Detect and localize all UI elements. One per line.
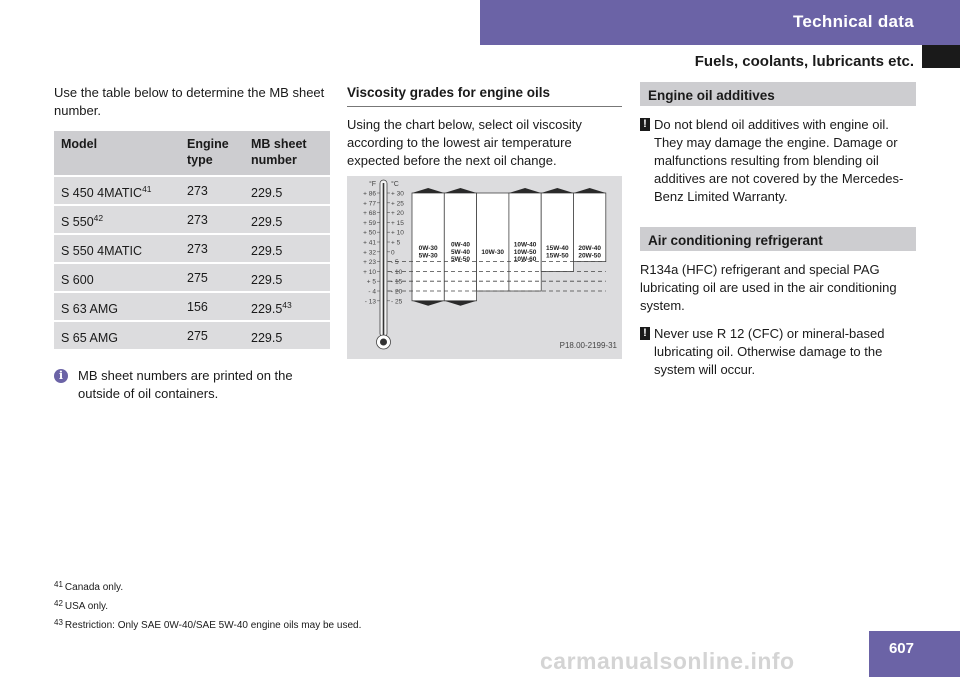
cell-sheet: 229.5$^{43}$ <box>244 293 330 320</box>
tick-label-c: 0 <box>391 249 395 257</box>
viscosity-heading: Viscosity grades for engine oils <box>347 84 622 107</box>
tick-label-c: - 25 <box>391 298 403 306</box>
tick-label-c: - 5 <box>391 259 399 267</box>
page-number-box <box>869 631 960 677</box>
warning-additives <box>640 116 916 206</box>
bar-arrow-up <box>444 188 476 193</box>
info-icon: i <box>54 369 68 383</box>
unit-celsius: °C <box>391 181 399 188</box>
bar-label: 5W-30 <box>418 252 438 260</box>
tick-label-f: + 41 <box>363 239 376 247</box>
footnote-ref: 43 <box>282 299 292 310</box>
bar-arrow-up <box>509 188 541 193</box>
table-row <box>54 177 330 204</box>
bar-label: 5W-50 <box>450 256 470 263</box>
col-header-sheet: MB sheet number <box>244 131 330 175</box>
tick-label-c: + 25 <box>391 200 404 208</box>
bar-label: 10W-50 <box>513 248 537 256</box>
header-tab <box>480 0 960 45</box>
tick-label-f: + 59 <box>363 219 376 227</box>
viscosity-chart <box>347 176 622 359</box>
bar-label: 15W-40 <box>546 245 569 253</box>
tick-label-f: + 86 <box>363 190 376 198</box>
warning-refrigerant <box>640 325 916 379</box>
tick-label-f: + 5 <box>366 278 376 286</box>
section-title: Fuels, coolants, lubricants etc. <box>694 53 914 70</box>
footnotes <box>54 577 361 634</box>
tick-label-f: + 32 <box>363 249 376 257</box>
oil-additives-heading: Engine oil additives <box>640 82 916 106</box>
bar-arrow-up <box>541 188 573 193</box>
refrigerant-text: R134a (HFC) refrigerant and special PAG lubricating oil are used in the air conditioning system. <box>640 262 897 313</box>
table-row <box>54 206 330 233</box>
viscosity-bar <box>477 193 509 291</box>
col-header-model: Model <box>54 131 180 175</box>
warning-icon: ! <box>640 118 650 131</box>
cell-model: S 63 AMG <box>54 293 180 320</box>
cell-engine: 273 <box>180 235 244 262</box>
unit-fahrenheit: °F <box>369 181 377 188</box>
viscosity-text: Using the chart below, select oil viscosity according to the lowest air temperature expected before the next oil change. <box>347 117 582 168</box>
footnote-ref: 42 <box>93 212 104 223</box>
cell-model: S $550^{42}$ <box>54 206 180 233</box>
cell-sheet: 229.5 <box>244 264 330 291</box>
right-column <box>640 82 916 379</box>
warning-additives-text: Do not blend oil additives with engine oil. They may damage the engine. Damage or malfunctions resulting from blending oil additives are not covered by the Mercedes-Benz Limited Warranty. <box>654 117 904 204</box>
bar-arrow-down <box>412 301 444 306</box>
cell-model: S 550 4MATIC <box>54 235 180 262</box>
cell-sheet: 229.5 <box>244 235 330 262</box>
table-row <box>54 264 330 291</box>
page-number: 607 <box>888 640 914 657</box>
footnote: $^{43}$ Restriction: Only SAE 0W-40/SAE 5W-40 engine oils may be used. <box>54 618 362 631</box>
bar-label: 5W-40 <box>450 248 470 256</box>
cell-model: S 600 <box>54 264 180 291</box>
cell-model: S 65 AMG <box>54 322 180 349</box>
left-column <box>54 84 330 403</box>
bar-label: 15W-50 <box>546 252 569 260</box>
cell-engine: 273 <box>180 177 244 204</box>
table-row <box>54 235 330 262</box>
bar-arrow-up <box>412 188 444 193</box>
tick-label-c: - 15 <box>391 278 403 286</box>
footnote: $^{41}$ Canada only. <box>54 580 124 593</box>
tick-label-f: + 10 <box>363 268 376 276</box>
watermark: carmanualsonline.info <box>540 648 795 674</box>
cell-model: S 450 4MATIC$^{41}$ <box>54 177 180 204</box>
cell-engine: 273 <box>180 206 244 233</box>
header-title: Technical data <box>792 12 914 31</box>
mb-sheet-table <box>54 129 330 351</box>
tick-label-c: + 15 <box>391 219 404 227</box>
table-header-row <box>54 131 330 175</box>
table-body <box>54 177 330 349</box>
table-row <box>54 322 330 349</box>
tick-label-f: + 77 <box>363 200 376 208</box>
cell-sheet: 229.5 <box>244 206 330 233</box>
footnote: $^{42}$ USA only. <box>54 599 109 612</box>
tick-label-c: - 20 <box>391 288 403 296</box>
bar-label: 10W-40 <box>513 241 537 249</box>
tick-label-c: + 5 <box>391 239 401 247</box>
cell-sheet: 229.5 <box>244 322 330 349</box>
bar-arrow-down <box>444 301 476 306</box>
footnote-ref: 41 <box>142 183 152 194</box>
tick-label-c: - 10 <box>391 268 403 276</box>
info-note <box>54 367 330 403</box>
cell-engine: 156 <box>180 293 244 320</box>
tick-label-f: + 50 <box>363 229 376 237</box>
header-marker <box>922 45 960 68</box>
tick-label-f: - 13 <box>364 298 376 306</box>
tick-label-f: + 23 <box>363 259 376 267</box>
tick-label-f: + 68 <box>363 210 376 218</box>
tick-label-c: + 20 <box>391 210 404 218</box>
thermometer-bulb-core <box>380 339 387 346</box>
chart-code: P18.00-2199-31 <box>559 341 617 350</box>
table-row <box>54 293 330 320</box>
bar-label: 0W-40 <box>450 241 470 249</box>
viscosity-bar <box>541 193 573 271</box>
bar-label: 20W-40 <box>578 245 601 253</box>
middle-column <box>347 84 622 359</box>
bar-label: 20W-50 <box>578 252 601 260</box>
intro-text: Use the table below to determine the MB sheet number. <box>54 85 325 118</box>
col-header-engine: Engine type <box>180 131 244 175</box>
warning-icon: ! <box>640 327 650 340</box>
warning-refrigerant-text: Never use R 12 (CFC) or mineral-based lubricating oil. Otherwise damage to the system will occur. <box>654 326 885 377</box>
info-text: MB sheet numbers are printed on the outside of oil containers. <box>78 368 293 401</box>
bar-label: 0W-30 <box>418 245 438 253</box>
cell-sheet: 229.5 <box>244 177 330 204</box>
bar-label: 10W-30 <box>481 248 505 256</box>
tick-label-f: - 4 <box>368 288 376 296</box>
refrigerant-heading: Air conditioning refrigerant <box>640 227 916 251</box>
cell-engine: 275 <box>180 322 244 349</box>
tick-label-c: + 10 <box>391 229 404 237</box>
viscosity-chart-svg <box>347 176 622 359</box>
bar-arrow-up <box>574 188 606 193</box>
tick-label-c: + 30 <box>391 190 404 198</box>
bar-label: 10W-60 <box>513 256 537 263</box>
cell-engine: 275 <box>180 264 244 291</box>
